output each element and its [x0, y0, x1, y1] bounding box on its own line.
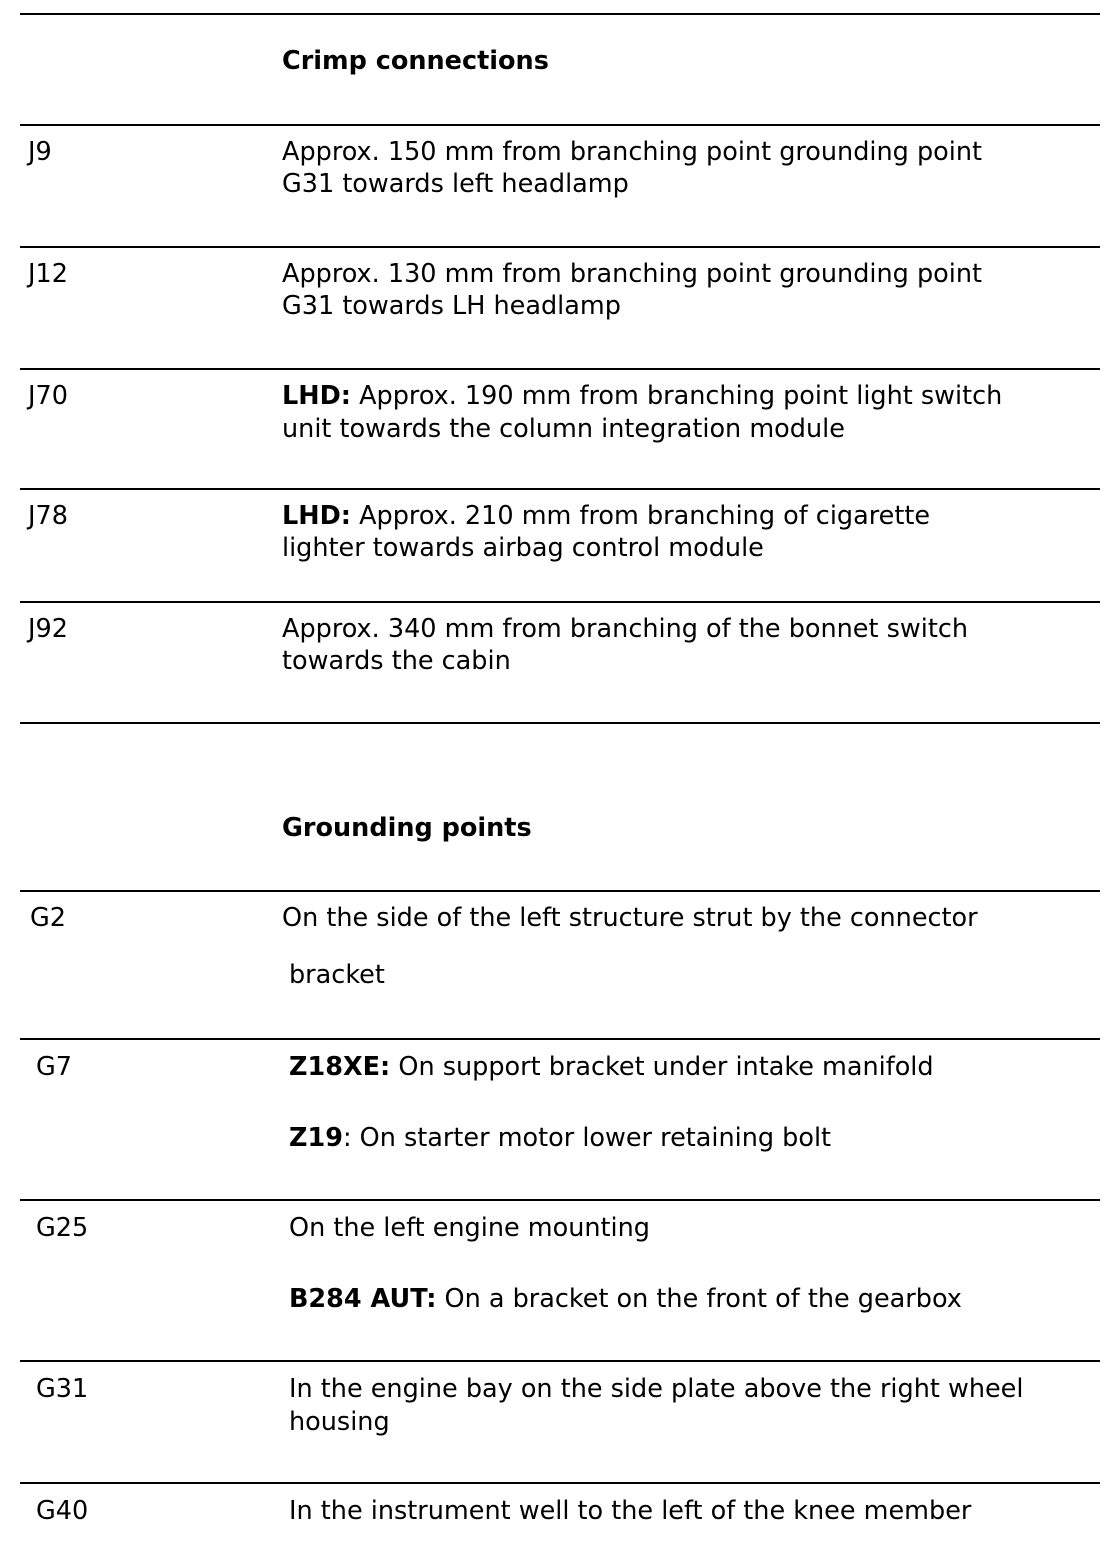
- description-line: In the engine bay on the side plate above the right wheel: [289, 1374, 1024, 1404]
- code-cell: G40: [36, 1496, 89, 1526]
- description-line: Z19: On starter motor lower retaining bolt: [289, 1123, 832, 1153]
- table-rule: [20, 890, 1100, 892]
- description-line: lighter towards airbag control module: [282, 533, 764, 563]
- description-line: bracket: [289, 960, 385, 990]
- description-line: Approx. 130 mm from branching point grounding point: [282, 259, 982, 289]
- table-rule: [20, 368, 1100, 370]
- bold-prefix: LHD:: [282, 381, 351, 411]
- description-line: towards the cabin: [282, 646, 511, 676]
- description-line: unit towards the column integration module: [282, 414, 845, 444]
- description-line: Approx. 150 mm from branching point grounding point: [282, 137, 982, 167]
- table-rule: [20, 1360, 1100, 1362]
- description-line: LHD: Approx. 190 mm from branching point light switch: [282, 381, 1003, 411]
- description-line: B284 AUT: On a bracket on the front of the gearbox: [289, 1284, 962, 1314]
- code-cell: J70: [28, 381, 68, 411]
- table-rule: [20, 13, 1100, 15]
- description-line: G31 towards left headlamp: [282, 169, 629, 199]
- description-line: G31 towards LH headlamp: [282, 291, 621, 321]
- code-cell: G31: [36, 1374, 89, 1404]
- description-line: In the instrument well to the left of the knee member: [289, 1496, 972, 1526]
- description-line: housing: [289, 1407, 390, 1437]
- description-line: LHD: Approx. 210 mm from branching of cigarette: [282, 501, 931, 531]
- code-cell: G7: [36, 1052, 72, 1082]
- section-heading-crimp-connections: Crimp connections: [282, 46, 549, 76]
- description-line: On the side of the left structure strut by the connector: [282, 903, 978, 933]
- bold-prefix: Z18XE:: [289, 1052, 391, 1082]
- code-cell: G2: [30, 903, 66, 933]
- table-rule: [20, 1199, 1100, 1201]
- code-cell: J92: [28, 614, 68, 644]
- table-rule: [20, 488, 1100, 490]
- code-cell: G25: [36, 1213, 89, 1243]
- table-rule: [20, 246, 1100, 248]
- description-line: On the left engine mounting: [289, 1213, 650, 1243]
- code-cell: J9: [28, 137, 52, 167]
- table-rule: [20, 124, 1100, 126]
- code-cell: J78: [28, 501, 68, 531]
- table-rule: [20, 722, 1100, 724]
- code-cell: J12: [28, 259, 68, 289]
- bold-prefix: LHD:: [282, 501, 351, 531]
- description-line: Approx. 340 mm from branching of the bonnet switch: [282, 614, 968, 644]
- table-rule: [20, 601, 1100, 603]
- bold-prefix: B284 AUT:: [289, 1284, 437, 1314]
- table-rule: [20, 1482, 1100, 1484]
- description-line: Z18XE: On support bracket under intake manifold: [289, 1052, 934, 1082]
- section-heading-grounding-points: Grounding points: [282, 813, 532, 843]
- table-rule: [20, 1038, 1100, 1040]
- bold-prefix: Z19: [289, 1123, 343, 1153]
